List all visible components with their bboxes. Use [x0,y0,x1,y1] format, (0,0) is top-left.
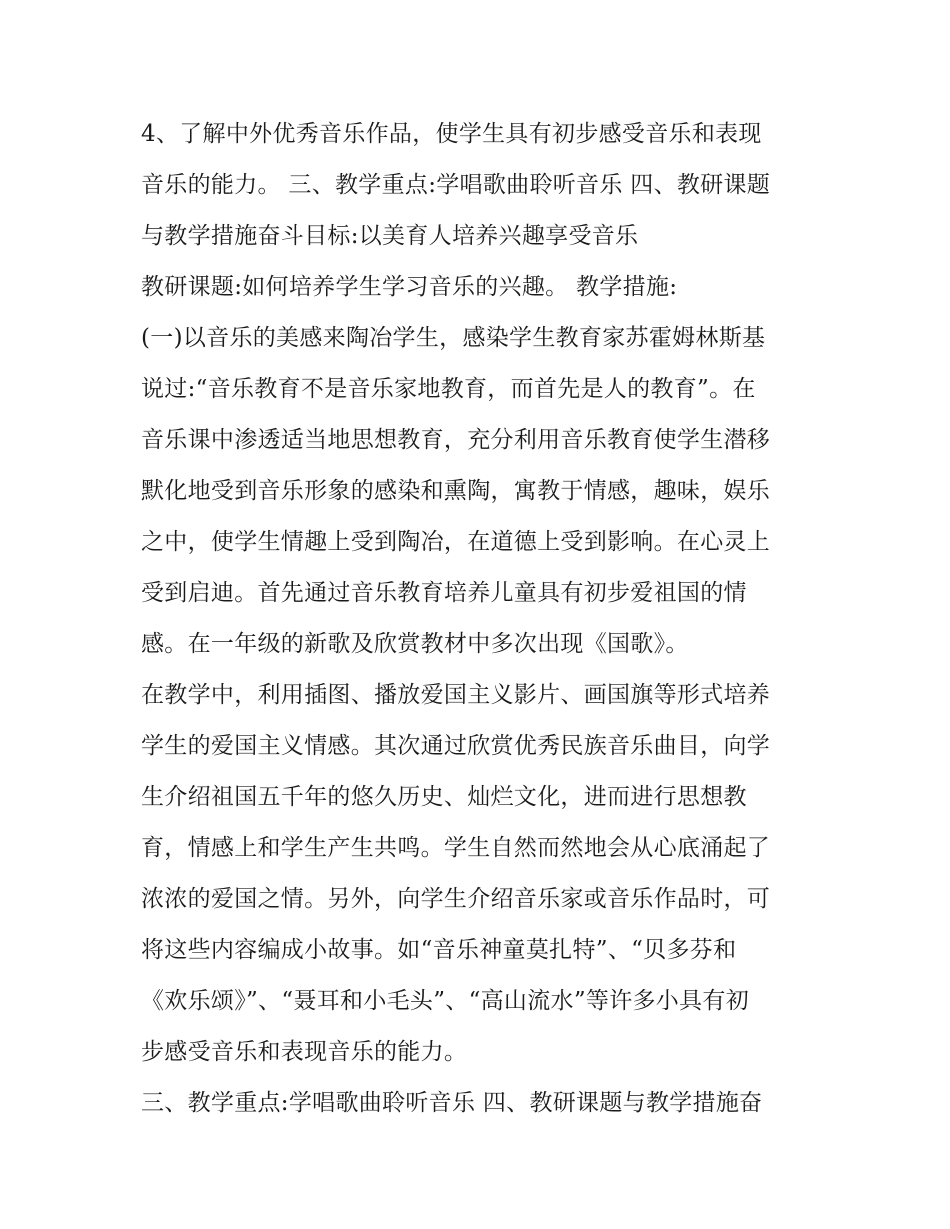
text-line: 三、教学重点:学唱歌曲聆听音乐 四、教研课题与教学措施奋 [141,1090,763,1116]
text-line: 与教学措施奋斗目标:以美育人培养兴趣享受音乐 [141,223,639,249]
text-line: 育，情感上和学生产生共鸣。学生自然而然地会从心底涌起了 [141,835,771,861]
text-line: 学生的爱国主义情感。其次通过欣赏优秀民族音乐曲目，向学 [141,733,771,759]
text-line: 步感受音乐和表现音乐的能力。 [141,1039,468,1065]
text-line: 4、了解中外优秀音乐作品，使学生具有初步感受音乐和表现 [141,121,762,147]
text-line: 感。在一年级的新歌及欣赏教材中多次出现《国歌》。 [141,631,689,657]
text-line: 浓浓的爱国之情。另外，向学生介绍音乐家或音乐作品时，可 [141,886,771,912]
text-line: 说过:“音乐教育不是音乐家地教育，而首先是人的教育”。在 [141,376,756,402]
text-line: 音乐的能力。 三、教学重点:学唱歌曲聆听音乐 四、教研课题 [141,172,771,198]
text-line: 教研课题:如何培养学生学习音乐的兴趣。 教学措施: [141,274,678,300]
text-line: 受到启迪。首先通过音乐教育培养儿童具有初步爱祖国的情 [141,580,747,606]
document-body [141,109,821,1129]
text-line: 之中，使学生情趣上受到陶冶，在道德上受到影响。在心灵上 [141,529,771,555]
text-line: 《欢乐颂》”、“聂耳和小毛头”、“高山流水”等许多小具有初 [141,988,749,1014]
text-line: (一)以音乐的美感来陶冶学生，感染学生教育家苏霍姆林斯基 [141,325,766,351]
text-line: 将这些内容编成小故事。如“音乐神童莫扎特”、“贝多芬和 [141,937,737,963]
text-line: 默化地受到音乐形象的感染和熏陶，寓教于情感，趣味，娱乐 [141,478,771,504]
text-line: 音乐课中渗透适当地思想教育，充分利用音乐教育使学生潜移 [141,427,771,453]
text-line: 生介绍祖国五千年的悠久历史、灿烂文化，进而进行思想教 [141,784,747,810]
text-line: 在教学中，利用插图、播放爱国主义影片、画国旗等形式培养 [141,682,771,708]
